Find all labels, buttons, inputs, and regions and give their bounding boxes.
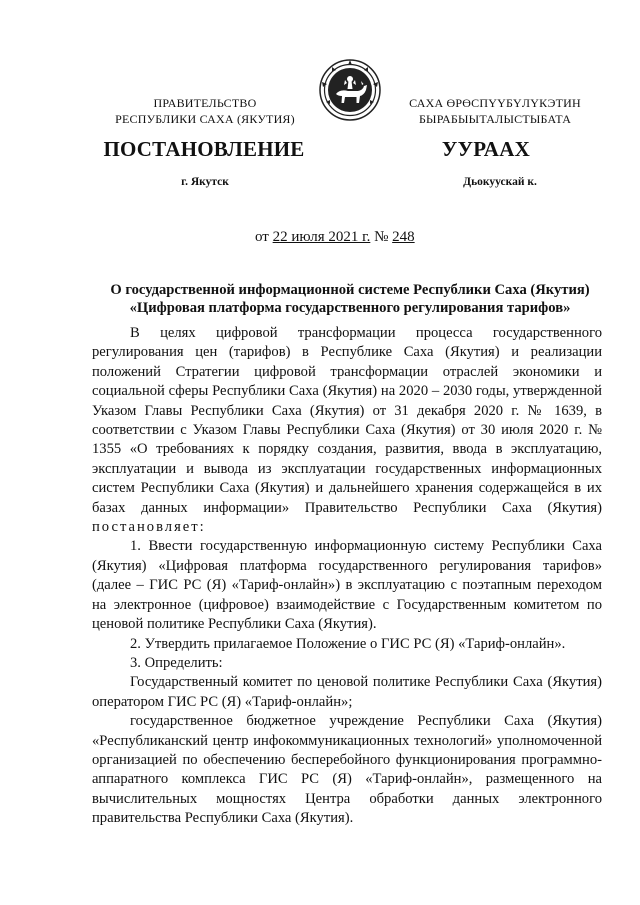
city-russian: г. Якутск <box>181 176 229 188</box>
title-line-1: О государственной информационной системе Республики Саха (Якутия) <box>110 282 590 298</box>
preamble-text: В целях цифровой трансформации процесса государственного регулирования цен (тарифов) в Республике Саха (Якутия) и реализации положений Стратегии цифровой трансформации отраслей экономики и социальной сферы Республики Саха (Якутия) на 2020 – 2030 годы, утвержденной Указом Главы Республики Саха (Якутия) от 31 декабря 2020 г. № 1639, в соответствии с Указом Главы Республики Саха (Якутия) от 30 июля 2020 г. № 1355 «О требованиях к порядку создания, развития, ввода в эксплуатацию, эксплуатации и вывода из эксплуатации государственных информационных систем Республики Саха (Якутия) и дальнейшего хранения содержащейся в их базах данных информации» Правительство Республики Саха (Якутия) <box>92 325 602 516</box>
issuer-line-1: ПРАВИТЕЛЬСТВО <box>153 96 257 110</box>
paragraph-operator: Государственный комитет по ценовой политике Республики Саха (Якутия) оператором ГИС РС (Я) «Тариф-онлайн»; <box>92 674 602 710</box>
issuer-line-1: САХА ӨРӨСПҮҮБҮЛҮКЭТИН <box>409 96 581 110</box>
paragraph-preamble <box>92 324 602 537</box>
document-body <box>92 324 602 829</box>
paragraph-item-3: 3. Определить: <box>130 654 223 671</box>
paragraph-item-1: 1. Ввести государственную информационную систему Республики Саха (Якутия) «Цифровая платформа государственного регулирования тарифов» (далее – ГИС РС (Я) «Тариф-онлайн») в эксплуатацию с поэтапным переходом на электронное (цифровое) взаимодействие с Государственным комитетом по ценовой политике Республики Саха (Якутия). <box>92 538 602 633</box>
document-type-russian: ПОСТАНОВЛЕНИЕ <box>103 137 305 161</box>
city-sakha: Дьокуускай к. <box>463 176 537 188</box>
number-label: № <box>370 229 393 245</box>
document-number: 248 <box>392 229 415 245</box>
date-prefix: от <box>255 229 273 245</box>
issuer-line-2: БЫРАБЫЫТАЛЫСТЫБАТА <box>418 112 572 126</box>
document-type-sakha: УУРААХ <box>441 137 531 161</box>
coat-of-arms-icon <box>318 58 382 122</box>
issuer-name-sakha <box>390 95 600 127</box>
paragraph-authorized-org: государственное бюджетное учреждение Республики Саха (Якутия) «Республиканский центр инфокоммуникационных технологий» уполномоченной организацией по обеспечению бесперебойного функционирования программно-аппаратного комплекса ГИС РС (Я) «Тариф-онлайн», размещенного на вычислительных мощностях Центра обработки данных электронного правительства Республики Саха (Якутия). <box>92 713 602 827</box>
document-title <box>96 281 604 317</box>
issuer-name-russian <box>100 95 310 127</box>
document-date-number <box>255 229 415 246</box>
issuer-line-2: РЕСПУБЛИКИ САХА (ЯКУТИЯ) <box>115 112 295 126</box>
document-date: 22 июля 2021 г. <box>272 229 371 245</box>
title-line-2: «Цифровая платформа государственного регулирования тарифов» <box>129 300 571 316</box>
resolves-word: постановляет <box>92 519 200 536</box>
preamble-end: : <box>199 519 204 536</box>
paragraph-item-2: 2. Утвердить прилагаемое Положение о ГИС РС (Я) «Тариф-онлайн». <box>130 635 566 652</box>
